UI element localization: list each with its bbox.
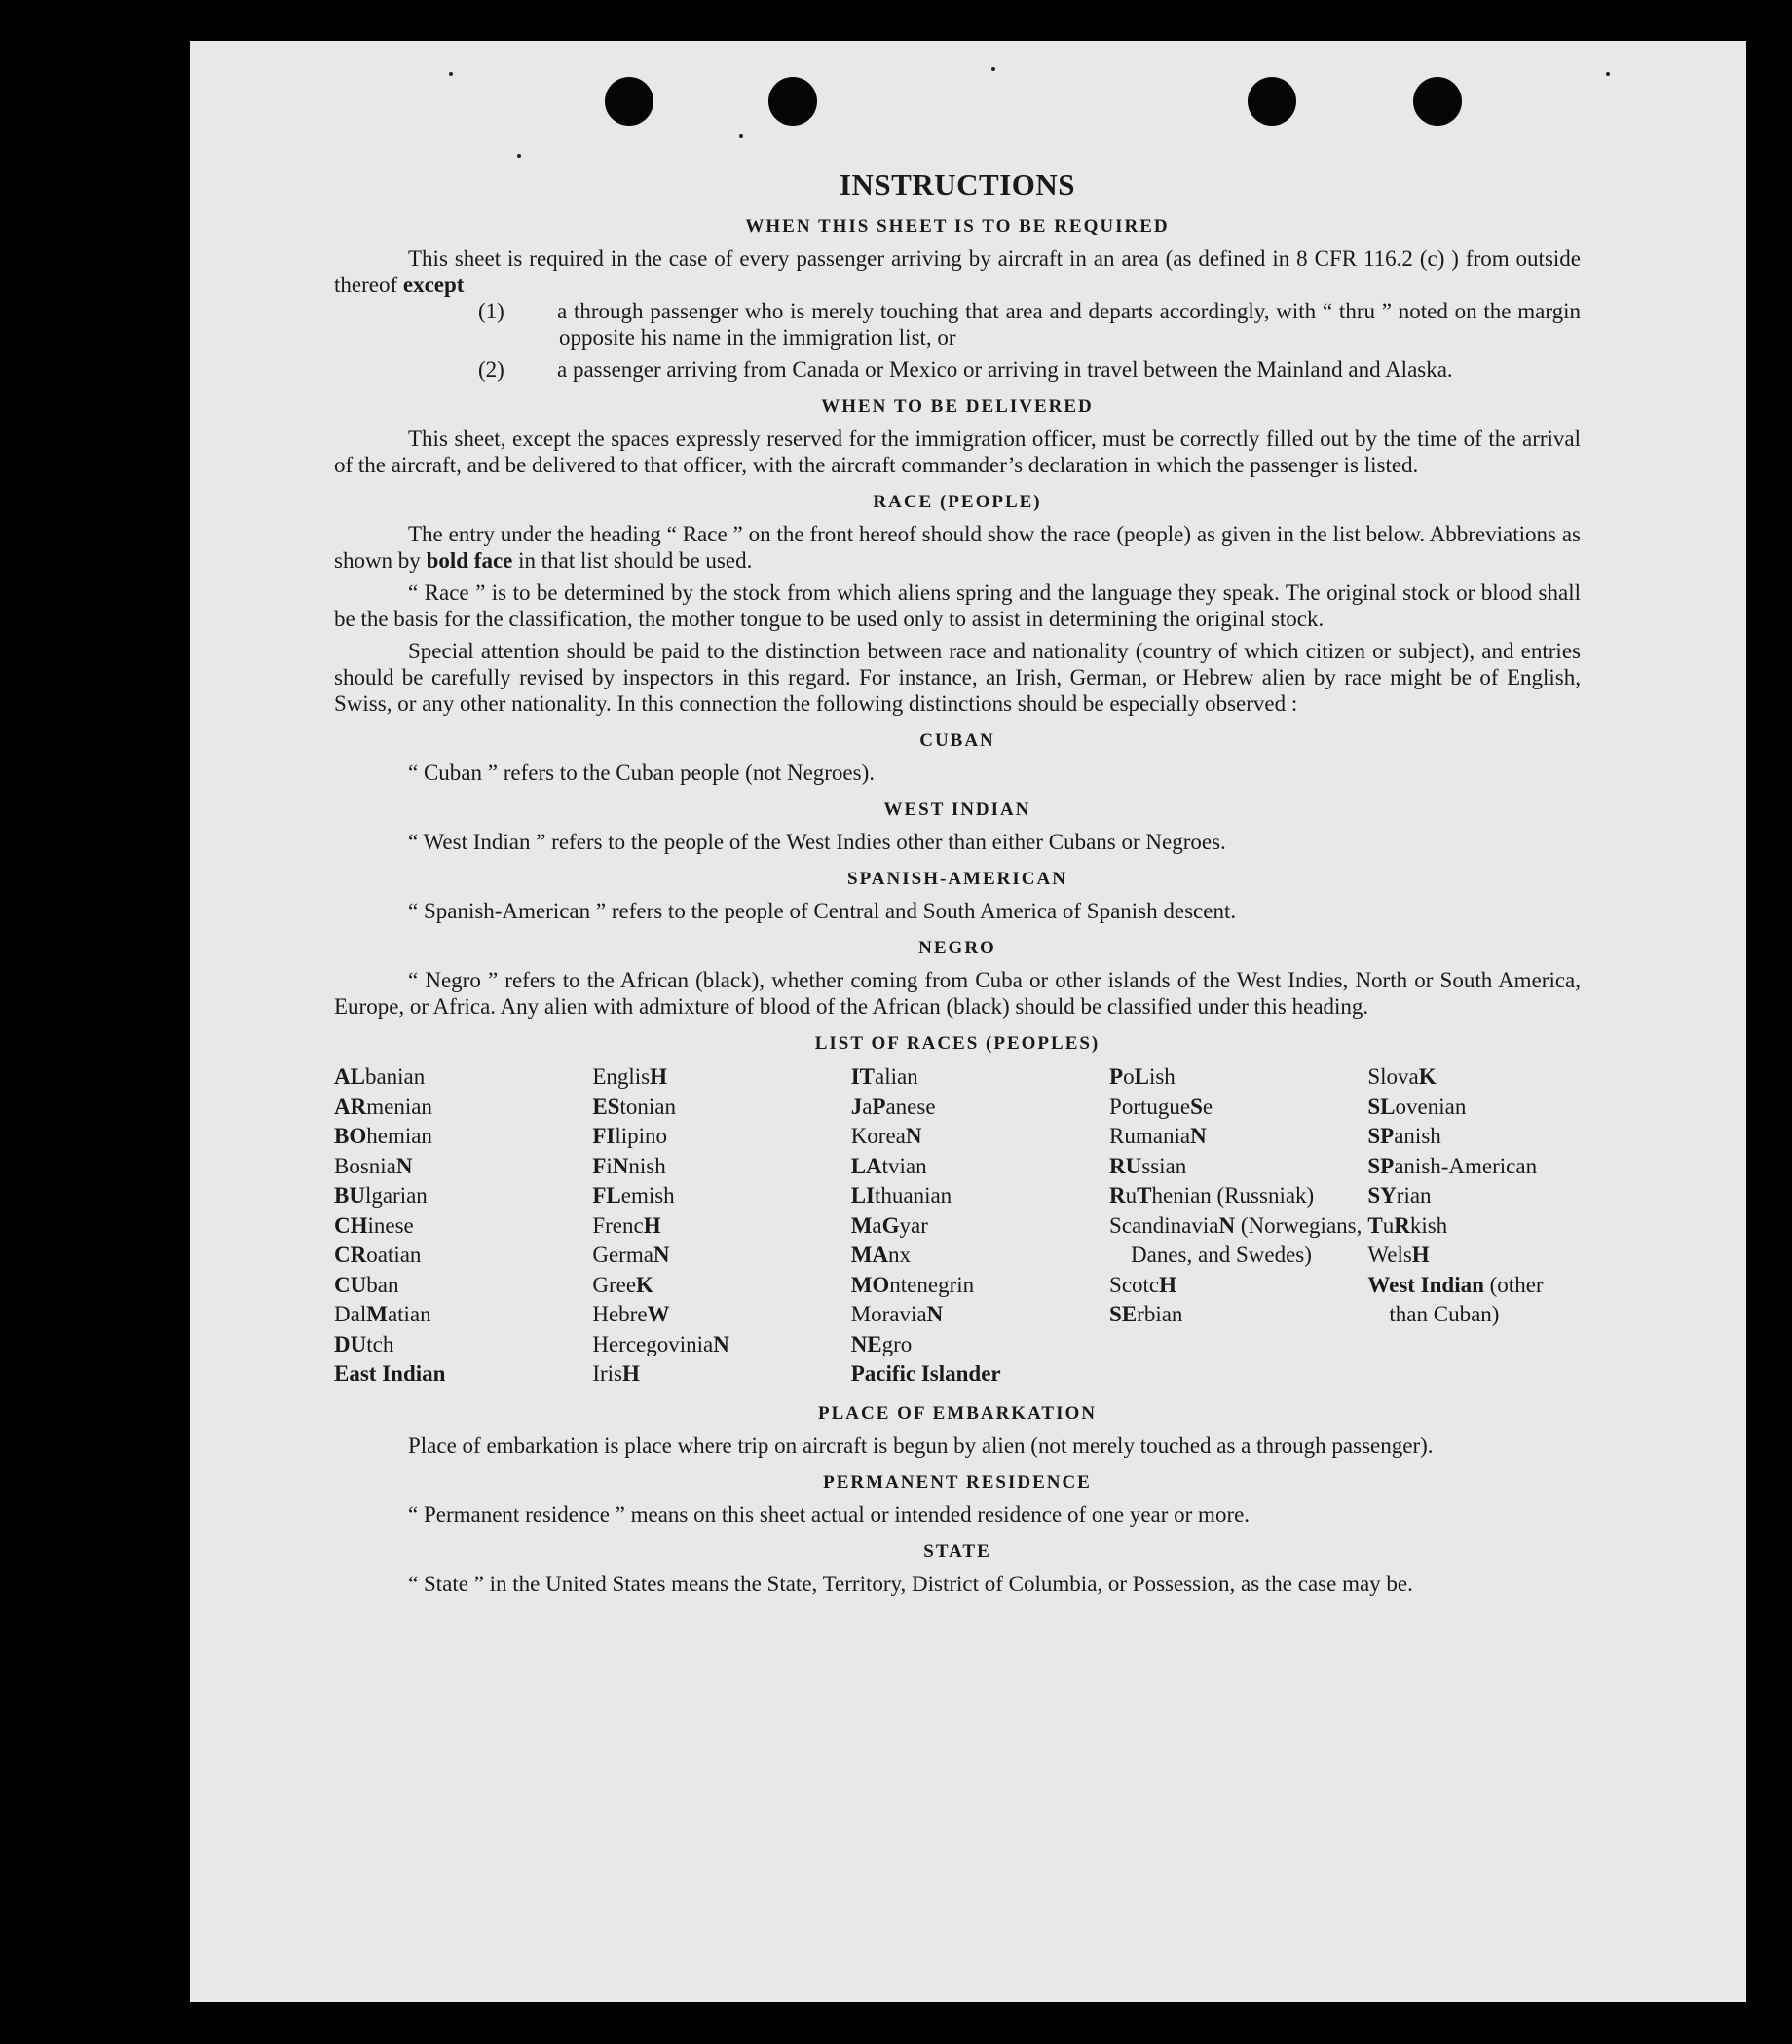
heading-when-delivered: WHEN TO BE DELIVERED — [821, 396, 1094, 417]
race-entry: SPanish-American — [1367, 1153, 1538, 1178]
heading-race: RACE (PEOPLE) — [873, 492, 1042, 512]
speck — [739, 134, 743, 138]
punch-hole — [1413, 77, 1462, 126]
para-race-3: Special attention should be paid to the distinction between race and nationality (country of which citizen or subject), and entries should be carefully revised by inspectors in this regard. For instance, an Irish, German, or Hebrew alien by race might be of English, Swiss, or any other nationality. In this connection the following distinctions should be especially observed : — [334, 639, 1581, 716]
race-entry: GermaN — [592, 1243, 670, 1267]
speck — [991, 67, 995, 71]
list-item: (2) a passenger arriving from Canada or Mexico or arriving in travel between the Mainland and Alaska. — [478, 357, 1453, 382]
race-entry: HebreW — [592, 1302, 670, 1326]
race-entry: RuThenian (Russniak) — [1109, 1183, 1315, 1208]
race-entry: IrisH — [592, 1361, 640, 1386]
race-entry: FIlipino — [592, 1124, 668, 1148]
race-entry: EStonian — [592, 1094, 676, 1119]
race-entry: PoLish — [1109, 1064, 1176, 1089]
race-entry: ScotcH — [1109, 1272, 1177, 1297]
punch-hole — [1248, 77, 1296, 126]
race-entry: DUtch — [334, 1331, 394, 1356]
race-entry: MoraviaN — [850, 1302, 944, 1326]
race-entry: WelsH — [1367, 1243, 1430, 1267]
race-entry: FLemish — [592, 1183, 675, 1208]
para-spanish-american: “ Spanish-American ” refers to the people of Central and South America of Spanish descent. — [408, 899, 1237, 923]
instructions-content — [334, 167, 1581, 1597]
races-column — [1367, 1062, 1581, 1390]
race-entry: PortugueSe — [1109, 1094, 1213, 1119]
para-embarkation: Place of embarkation is place where trip on aircraft is begun by alien (not merely touched as a through passenger). — [408, 1432, 1434, 1458]
race-entry: ARmenian — [334, 1094, 432, 1119]
heading-west-indian: WEST INDIAN — [883, 799, 1031, 820]
para-state: “ State ” in the United States means the State, Territory, District of Columbia, or Possession, as the case may be. — [408, 1571, 1413, 1596]
races-table — [334, 1062, 1581, 1390]
races-column — [1109, 1062, 1367, 1390]
races-column — [334, 1062, 592, 1390]
race-entry: GreeK — [592, 1272, 653, 1297]
race-entry: CRoatian — [334, 1243, 422, 1267]
race-entry: SPanish — [1367, 1124, 1441, 1148]
heading-embarkation: PLACE OF EMBARKATION — [818, 1402, 1097, 1424]
heading-spanish-american: SPANISH-AMERICAN — [847, 869, 1067, 889]
speck — [517, 154, 521, 158]
para-race-2: “ Race ” is to be determined by the stock from which aliens spring and the language they speak. The original stock or blood shall be the basis for the classification, the mother tongue to be used only to assist in determining the original stock. — [334, 580, 1581, 631]
race-entry: CUban — [334, 1272, 399, 1297]
race-entry: FrencH — [592, 1212, 661, 1238]
race-entry: LAtvian — [850, 1153, 927, 1178]
para-race-1: The entry under the heading “ Race ” on the front hereof should show the race (people) as given in the list below. Abbreviations as shown by bold face in that list should be used. — [334, 522, 1581, 573]
race-entry: RumaniaN — [1109, 1124, 1207, 1148]
race-entry: HercegoviniaN — [592, 1331, 729, 1356]
races-column — [851, 1062, 1109, 1390]
heading-cuban: CUBAN — [919, 730, 995, 751]
heading-state: STATE — [923, 1541, 991, 1562]
para-cuban: “ Cuban ” refers to the Cuban people (not Negroes). — [408, 761, 876, 785]
race-entry: ALbanian — [334, 1064, 426, 1089]
race-entry: NEgro — [850, 1331, 913, 1356]
race-entry: EnglisH — [592, 1064, 668, 1089]
document-sheet — [190, 41, 1746, 2002]
race-entry: LIthuanian — [850, 1183, 952, 1208]
para-when-required: This sheet is required in the case of every passenger arriving by aircraft in an area (as defined in 8 CFR 116.2 (c) ) from outside thereof except — [334, 246, 1581, 297]
race-entry: Pacific Islander — [850, 1361, 1001, 1386]
race-entry: SYrian — [1367, 1183, 1432, 1208]
race-entry: SErbian — [1109, 1302, 1183, 1326]
race-entry: RUssian — [1109, 1153, 1187, 1178]
race-entry: JaPanese — [850, 1094, 936, 1119]
race-entry: ITalian — [850, 1064, 918, 1089]
speck — [449, 72, 453, 76]
race-entry: CHinese — [334, 1212, 414, 1238]
race-entry: SlovaK — [1367, 1064, 1437, 1089]
race-entry: ScandinaviaN (Norwegians, Danes, and Swedes) — [1109, 1212, 1363, 1267]
punch-hole — [605, 77, 653, 126]
race-entry: BOhemian — [334, 1124, 432, 1148]
race-entry: East Indian — [334, 1361, 446, 1386]
race-entry: TuRkish — [1367, 1212, 1448, 1238]
race-entry: MAnx — [850, 1243, 912, 1267]
race-entry: MaGyar — [850, 1212, 928, 1238]
heading-list-of-races: LIST OF RACES (PEOPLES) — [814, 1033, 1101, 1054]
para-residence: “ Permanent residence ” means on this sheet actual or intended residence of one year or more. — [408, 1502, 1251, 1527]
race-entry: SLovenian — [1367, 1094, 1467, 1119]
page-title: INSTRUCTIONS — [839, 167, 1075, 202]
para-west-indian: “ West Indian ” refers to the people of the West Indies other than either Cubans or Negroes. — [408, 830, 1226, 854]
heading-negro: NEGRO — [918, 938, 996, 958]
race-entry: BosniaN — [334, 1153, 413, 1178]
punch-hole — [768, 77, 817, 126]
para-when-delivered: This sheet, except the spaces expressly reserved for the immigration officer, must be correctly filled out by the time of the arrival of the aircraft, and be delivered to that officer, with the aircraft commander’s declaration in which the passenger is listed. — [334, 427, 1581, 477]
para-negro: “ Negro ” refers to the African (black), whether coming from Cuba or other islands of the West Indies, North or South America, Europe, or Africa. Any alien with admixture of blood of the African (black) should be classified under this heading. — [334, 968, 1581, 1019]
race-entry: West Indian (other than Cuban) — [1367, 1272, 1544, 1326]
races-column — [592, 1062, 850, 1390]
speck — [1606, 72, 1610, 76]
heading-residence: PERMANENT RESIDENCE — [823, 1471, 1092, 1493]
race-entry: MOntenegrin — [850, 1272, 975, 1297]
race-entry: FiNnish — [592, 1153, 666, 1178]
list-item: (1) a through passenger who is merely touching that area and departs accordingly, with “ thru ” noted on the margin opposite his name in the immigration list, or — [478, 299, 1581, 350]
race-entry: DalMatian — [334, 1302, 431, 1326]
race-entry: BUlgarian — [334, 1183, 428, 1208]
race-entry: KoreaN — [850, 1124, 922, 1148]
heading-when-required: WHEN THIS SHEET IS TO BE REQUIRED — [745, 216, 1170, 237]
